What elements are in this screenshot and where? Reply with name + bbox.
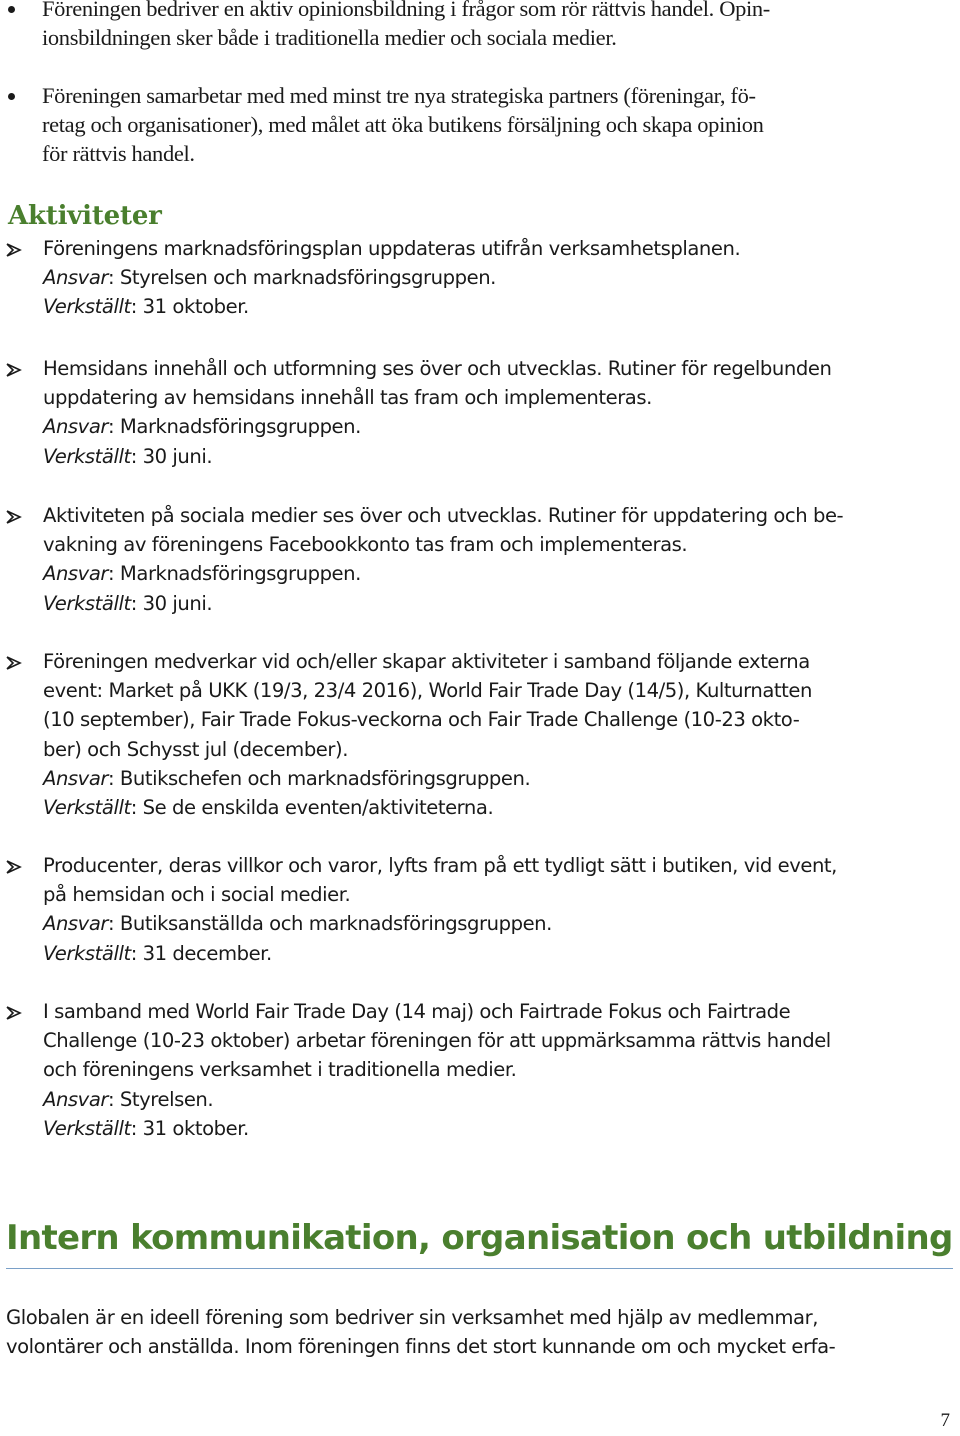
bullet-icon bbox=[8, 6, 15, 13]
activity-text-line: vakning av föreningens Facebookkonto tas fram och implementeras. bbox=[43, 533, 688, 557]
completed-label: Verkställt bbox=[43, 1116, 131, 1140]
completed-label: Verkställt bbox=[43, 295, 131, 319]
activity-text-line: uppdatering av hemsidans innehåll tas fram och implementeras. bbox=[43, 386, 652, 410]
arrow-bullet-icon bbox=[6, 860, 22, 874]
activity-text-line: (10 september), Fair Trade Fokus-veckorna och Fair Trade Challenge (10-23 okto- bbox=[43, 708, 800, 732]
responsible-label: Ansvar bbox=[43, 912, 108, 936]
completed-value: : Se de enskilda eventen/aktiviteterna. bbox=[130, 796, 494, 819]
responsible-line bbox=[43, 559, 361, 588]
activity-text-line: ber) och Schysst jul (december). bbox=[43, 737, 348, 761]
activity-text-line: event: Market på UKK (19/3, 23/4 2016), World Fair Trade Day (14/5), Kulturnatten bbox=[43, 679, 812, 703]
responsible-value: : Marknadsföringsgruppen. bbox=[108, 562, 361, 586]
completed-line bbox=[43, 292, 249, 321]
responsible-label: Ansvar bbox=[43, 415, 108, 439]
completed-line bbox=[43, 442, 212, 471]
bullet-line: retag och organisationer), med målet att öka butikens försäljning och skapa opinion bbox=[42, 112, 764, 137]
completed-line bbox=[43, 589, 212, 618]
section-heading: Intern kommunikation, organisation och utbildning bbox=[6, 1218, 953, 1258]
page-number: 7 bbox=[940, 1410, 950, 1431]
completed-line bbox=[43, 793, 493, 822]
responsible-label: Ansvar bbox=[43, 766, 108, 790]
activity-text-line: Aktiviteten på sociala medier ses över och utvecklas. Rutiner för uppdatering och be- bbox=[43, 504, 844, 527]
completed-label: Verkställt bbox=[43, 796, 131, 819]
bullet-line: för rättvis handel. bbox=[42, 141, 195, 166]
arrow-bullet-icon bbox=[6, 243, 22, 257]
activity-text-line: Hemsidans innehåll och utformning ses över och utvecklas. Rutiner för regelbunden bbox=[43, 357, 832, 380]
arrow-bullet-icon bbox=[6, 363, 22, 377]
completed-value: : 31 oktober. bbox=[130, 295, 249, 319]
bullet-icon bbox=[8, 93, 15, 100]
responsible-value: : Styrelsen och marknadsföringsgruppen. bbox=[108, 266, 496, 290]
arrow-bullet-icon bbox=[6, 1006, 22, 1020]
completed-label: Verkställt bbox=[43, 941, 131, 965]
completed-value: : 31 december. bbox=[130, 941, 272, 965]
activity-text-line: Challenge (10-23 oktober) arbetar föreningen för att uppmärksamma rättvis handel bbox=[43, 1029, 831, 1053]
arrow-bullet-icon bbox=[6, 510, 22, 524]
completed-line bbox=[43, 1114, 249, 1143]
activity-text-line: Producenter, deras villkor och varor, lyfts fram på ett tydligt sätt i butiken, vid event, bbox=[43, 854, 837, 877]
activity-text-line: Föreningen medverkar vid och/eller skapar aktiviteter i samband följande externa bbox=[43, 650, 810, 673]
completed-value: : 31 oktober. bbox=[130, 1116, 249, 1140]
responsible-label: Ansvar bbox=[43, 562, 108, 586]
responsible-value: : Butiksanställda och marknadsföringsgruppen. bbox=[108, 912, 552, 936]
responsible-line bbox=[43, 1085, 213, 1114]
completed-value: : 30 juni. bbox=[130, 444, 213, 468]
responsible-line bbox=[43, 263, 496, 292]
responsible-value: : Butikschefen och marknadsföringsgruppen. bbox=[108, 766, 531, 790]
bullet-line: Föreningen samarbetar med med minst tre nya strategiska partners (föreningar, fö- bbox=[42, 83, 756, 108]
responsible-value: : Marknadsföringsgruppen. bbox=[108, 415, 361, 439]
completed-label: Verkställt bbox=[43, 591, 131, 615]
responsible-value: : Styrelsen. bbox=[108, 1087, 214, 1111]
responsible-line bbox=[43, 909, 552, 938]
arrow-bullet-icon bbox=[6, 656, 22, 670]
bullet-line: ionsbildningen sker både i traditionella medier och sociala medier. bbox=[42, 25, 617, 50]
heading-divider bbox=[6, 1268, 953, 1269]
activity-text-line: på hemsidan och i social medier. bbox=[43, 883, 351, 907]
bullet-line: Föreningen bedriver en aktiv opinionsbildning i frågor som rör rättvis handel. Opin- bbox=[42, 0, 770, 21]
bullet-item bbox=[0, 0, 960, 52]
intro-paragraph-line: volontärer och anställda. Inom föreningen finns det stort kunnande om och mycket erfa- bbox=[6, 1335, 836, 1358]
responsible-label: Ansvar bbox=[43, 1087, 108, 1111]
responsible-line bbox=[43, 764, 530, 793]
activity-text-line: och föreningens verksamhet i traditionella medier. bbox=[43, 1058, 517, 1082]
responsible-label: Ansvar bbox=[43, 266, 108, 290]
completed-line bbox=[43, 939, 272, 968]
bullet-item bbox=[0, 81, 960, 168]
intro-paragraph-line: Globalen är en ideell förening som bedriver sin verksamhet med hjälp av medlemmar, bbox=[6, 1306, 818, 1329]
section-heading-activities: Aktiviteter bbox=[8, 201, 162, 231]
responsible-line bbox=[43, 412, 361, 441]
activity-text-line: I samband med World Fair Trade Day (14 maj) och Fairtrade Fokus och Fairtrade bbox=[43, 1000, 791, 1023]
completed-label: Verkställt bbox=[43, 444, 131, 468]
completed-value: : 30 juni. bbox=[130, 591, 213, 615]
top-bullet-list bbox=[0, 0, 960, 197]
activity-text-line: Föreningens marknadsföringsplan uppdateras utifrån verksamhetsplanen. bbox=[43, 237, 741, 260]
